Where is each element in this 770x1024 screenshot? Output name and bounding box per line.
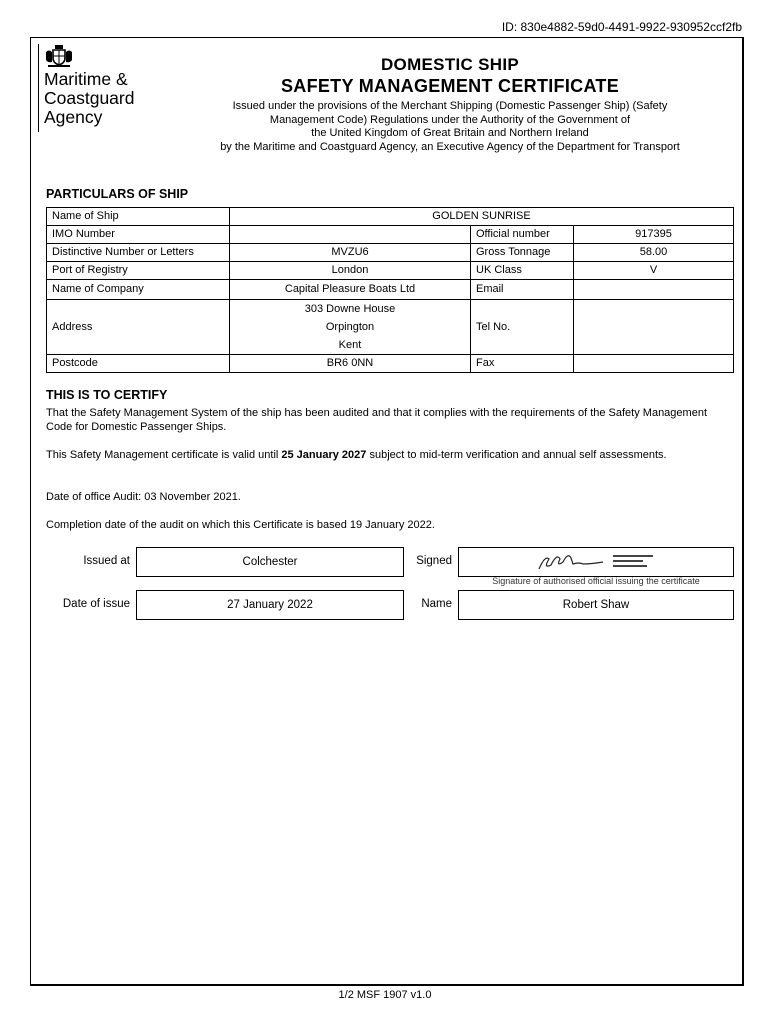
page-footer: 1/2 MSF 1907 v1.0 [338, 989, 432, 1001]
certificate-frame [30, 37, 744, 986]
official-number-value: 917395 [574, 226, 734, 244]
name-label: Name [421, 598, 452, 610]
address-label: Address [47, 300, 230, 355]
ship-name-value: GOLDEN SUNRISE [230, 208, 734, 226]
table-row [47, 208, 734, 226]
signed-label: Signed [416, 555, 452, 567]
office-audit-date: Date of office Audit: 03 November 2021. [46, 491, 241, 503]
preamble-line: the United Kingdom of Great Britain and Northern Ireland [311, 127, 589, 139]
gross-tonnage-label: Gross Tonnage [471, 244, 574, 262]
handwritten-signature-icon [531, 551, 661, 575]
valid-until-date: 25 January 2027 [281, 449, 367, 461]
ship-name-label: Name of Ship [47, 208, 230, 226]
postcode-label: Postcode [47, 355, 230, 373]
agency-name-line-1: Maritime & [44, 69, 128, 89]
certificate-title-block [160, 54, 740, 154]
port-of-registry-label: Port of Registry [47, 262, 230, 280]
date-of-issue-value: 27 January 2022 [136, 590, 404, 620]
agency-name-line-3: Agency [44, 107, 103, 127]
validity-statement [46, 449, 734, 463]
email-value [574, 280, 734, 300]
agency-logo [38, 44, 134, 132]
signature-caption: Signature of authorised official issuing the certificate [492, 576, 700, 586]
distinctive-label: Distinctive Number or Letters [47, 244, 230, 262]
issuing-authority-statement [160, 100, 740, 154]
fax-value [574, 355, 734, 373]
certificate-title-line-2: SAFETY MANAGEMENT CERTIFICATE [280, 76, 620, 96]
certificate-title-line-1: DOMESTIC SHIP [380, 55, 520, 74]
imo-label: IMO Number [47, 226, 230, 244]
address-line: 303 Downe House [304, 303, 396, 315]
table-row [47, 244, 734, 262]
port-of-registry-value: London [230, 262, 471, 280]
email-label: Email [471, 280, 574, 300]
certify-statement: That the Safety Management System of the ship has been audited and that it complies with the requirements of the Safety Management Code for Domestic Passenger Ships. [46, 407, 707, 433]
table-row [47, 280, 734, 300]
company-value: Capital Pleasure Boats Ltd [230, 280, 471, 300]
postcode-value: BR6 0NN [230, 355, 471, 373]
address-value [230, 300, 471, 355]
gross-tonnage-value: 58.00 [574, 244, 734, 262]
company-label: Name of Company [47, 280, 230, 300]
validity-text-end: subject to mid-term verification and annual self assessments. [366, 449, 667, 461]
address-line: Orpington [325, 321, 375, 333]
validity-text: This Safety Management certificate is valid until [46, 449, 282, 461]
table-row [47, 226, 734, 244]
preamble-line: Issued under the provisions of the Merchant Shipping (Domestic Passenger Ship) (Safety [232, 100, 668, 112]
preamble-line: by the Maritime and Coastguard Agency, an Executive Agency of the Department for Transport [220, 140, 680, 153]
agency-name-line-2: Coastguard [44, 88, 135, 108]
table-row [47, 262, 734, 280]
signature-box [458, 547, 734, 577]
particulars-table [46, 207, 734, 373]
fax-label: Fax [471, 355, 574, 373]
address-line: Kent [338, 339, 362, 351]
distinctive-value: MVZU6 [230, 244, 471, 262]
uk-class-label: UK Class [471, 262, 574, 280]
preamble-line: Management Code) Regulations under the Authority of the Government of [269, 113, 631, 126]
official-number-label: Official number [471, 226, 574, 244]
royal-crest-icon [44, 44, 74, 68]
audit-completion-date: Completion date of the audit on which this Certificate is based 19 January 2022. [46, 519, 435, 531]
particulars-heading: PARTICULARS OF SHIP [46, 187, 189, 201]
uk-class-value: V [574, 262, 734, 280]
imo-value [230, 226, 471, 244]
certify-heading: THIS IS TO CERTIFY [46, 388, 168, 402]
issued-at-label: Issued at [83, 555, 130, 567]
document-id: ID: 830e4882-59d0-4491-9922-930952ccf2fb [501, 20, 742, 34]
tel-value [574, 300, 734, 355]
table-row [47, 300, 734, 355]
table-row [47, 355, 734, 373]
date-of-issue-label: Date of issue [62, 598, 130, 610]
tel-label: Tel No. [471, 300, 574, 355]
issued-at-value: Colchester [136, 547, 404, 577]
name-value: Robert Shaw [458, 590, 734, 620]
